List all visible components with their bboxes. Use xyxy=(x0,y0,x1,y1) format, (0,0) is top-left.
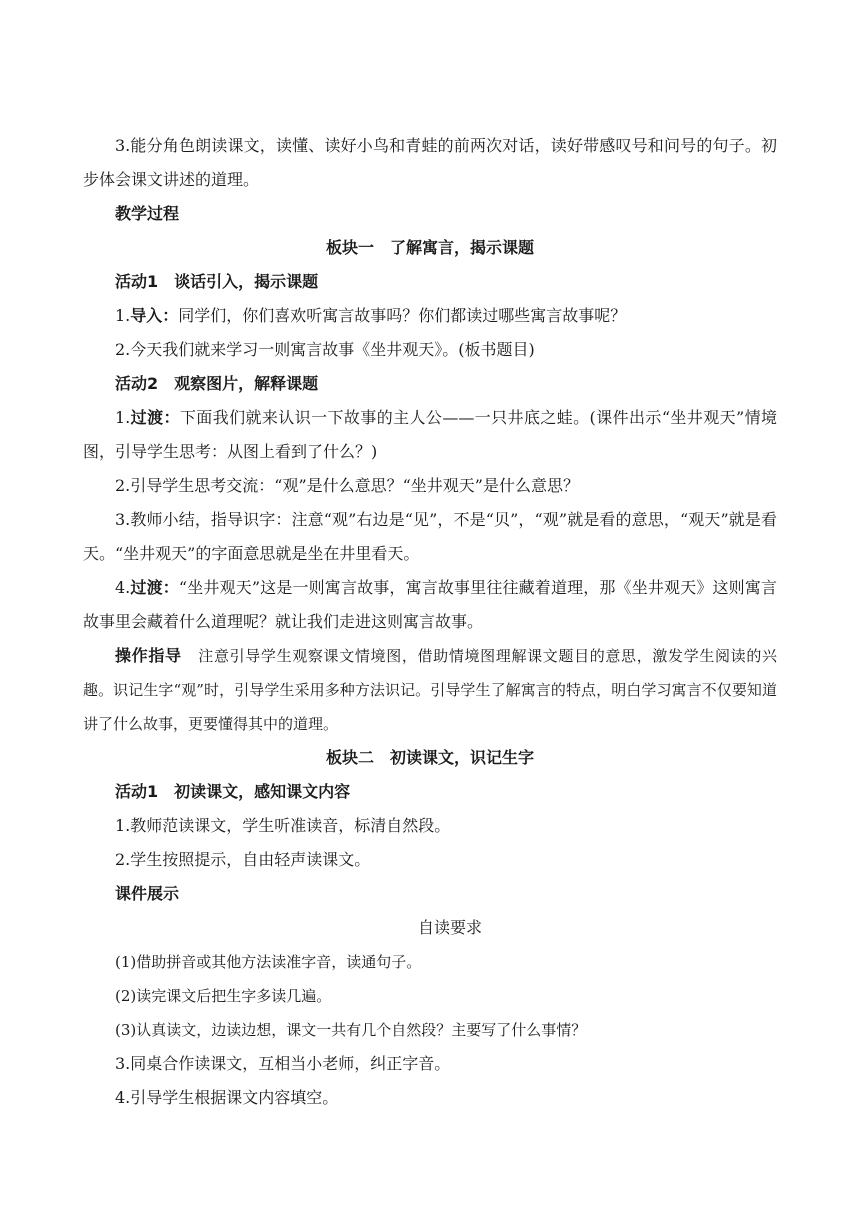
item-text: 引导学生思考交流：“观”是什么意思？“坐井观天”是什么意思？ xyxy=(130,476,579,495)
activity-title: 观察图片，解释课题 xyxy=(174,374,319,393)
item-number: 2. xyxy=(115,476,131,495)
item-number: 4. xyxy=(115,578,131,597)
s1-a1-item-1 xyxy=(83,299,777,333)
activity-label: 活动2 xyxy=(115,374,159,393)
section2-activity1 xyxy=(83,775,777,809)
activity-title: 初读课文，感知课文内容 xyxy=(174,782,351,801)
courseware-label: 课件展示 xyxy=(115,884,180,903)
s2-item-1: 1.教师范读课文，学生听准读音，标清自然段。 xyxy=(115,816,451,835)
document-body xyxy=(83,129,777,1115)
teaching-process-title: 教学过程 xyxy=(115,204,180,223)
item-lead: 过渡： xyxy=(130,578,179,597)
s1-a1-item-2 xyxy=(83,333,777,367)
item-lead: 过渡： xyxy=(130,408,180,427)
section2-heading: 板块二 初读课文，识记生字 xyxy=(325,748,534,767)
objective-3: 3.能分角色朗读课文，读懂、读好小鸟和青蛙的前两次对话，读好带感叹号和问号的句子。初步体会课文讲述的道理。 xyxy=(83,136,777,189)
item-lead: 导入： xyxy=(130,306,179,325)
s1-a2-item-3 xyxy=(83,503,777,571)
operation-guide xyxy=(83,639,777,741)
s2-item-2: 2.学生按照提示，自由轻声读课文。 xyxy=(115,850,371,869)
requirement-2: (2)读完课文后把生字多读几遍。 xyxy=(115,987,332,1005)
s1-a2-item-4 xyxy=(83,571,777,639)
requirement-1: (1)借助拼音或其他方法读准字音，读通句子。 xyxy=(115,953,422,971)
guide-label: 操作指导 xyxy=(115,646,182,665)
item-text: “坐井观天”这是一则寓言故事，寓言故事里往往藏着道理，那《坐井观天》这则寓言故事里会藏着什么道理呢？就让我们走进这则寓言故事。 xyxy=(83,578,777,631)
item-text: 今天我们就来学习一则寓言故事《坐井观天》。(板书题目) xyxy=(130,340,535,359)
item-text: 下面我们就来认识一下故事的主人公——一只井底之蛙。(课件出示“坐井观天”情境图，引导学生思考：从图上看到了什么？) xyxy=(83,408,777,461)
s2-item-4: 4.引导学生根据课文内容填空。 xyxy=(115,1088,339,1107)
item-number: 1. xyxy=(115,408,131,427)
section1-activity1 xyxy=(83,265,777,299)
item-text: 同学们，你们喜欢听寓言故事吗？你们都读过哪些寓言故事呢？ xyxy=(178,306,627,325)
activity-label: 活动1 xyxy=(115,782,159,801)
item-number: 3. xyxy=(115,510,131,529)
item-number: 2. xyxy=(115,340,131,359)
self-reading-title: 自读要求 xyxy=(417,918,482,937)
section1-heading: 板块一 了解寓言，揭示课题 xyxy=(325,238,534,257)
guide-text: 注意引导学生观察课文情境图，借助情境图理解课文题目的意思，激发学生阅读的兴趣。识记生字“观”时，引导学生采用多种方法识记。引导学生了解寓言的特点，明白学习寓言不仅要知道讲了什么故事，更要懂得其中的道理。 xyxy=(83,647,777,733)
section1-activity2 xyxy=(83,367,777,401)
s1-a2-item-1 xyxy=(83,401,777,469)
activity-label: 活动1 xyxy=(115,272,159,291)
s1-a2-item-2 xyxy=(83,469,777,503)
activity-title: 谈话引入，揭示课题 xyxy=(174,272,319,291)
s2-item-3: 3.同桌合作读课文，互相当小老师，纠正字音。 xyxy=(115,1054,451,1073)
requirement-3: (3)认真读文，边读边想，课文一共有几个自然段？主要写了什么事情？ xyxy=(115,1021,587,1039)
item-text: 教师小结，指导识字：注意“观”右边是“见”，不是“贝”，“观”就是看的意思，“观天”就是看天。“坐井观天”的字面意思就是坐在井里看天。 xyxy=(83,510,777,563)
item-number: 1. xyxy=(115,306,131,325)
